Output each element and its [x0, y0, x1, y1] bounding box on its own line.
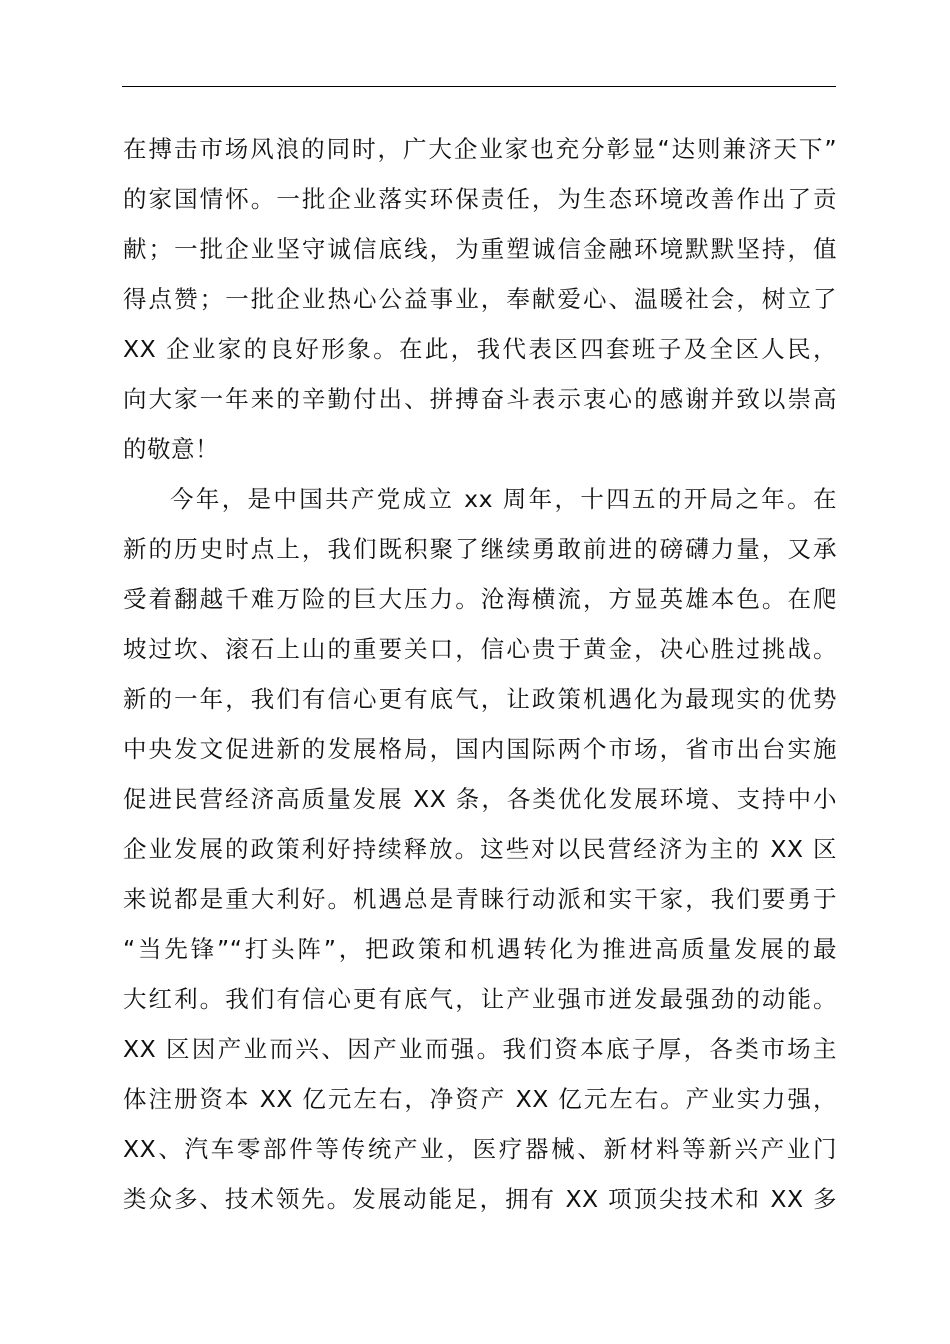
- text-line: XX 区因产业而兴、因产业而强。我们资本底子厚，各类市场主: [123, 1035, 837, 1063]
- body-text: [123, 124, 837, 1224]
- text-line: XX、汽车零部件等传统产业，医疗器械、新材料等新兴产业门: [123, 1135, 837, 1163]
- text-line: “当先锋”“打头阵”，把政策和机遇转化为推进高质量发展的最: [123, 935, 837, 963]
- text-line: 受着翻越千难万险的巨大压力。沧海横流，方显英雄本色。在爬: [123, 585, 837, 613]
- text-line: 类众多、技术领先。发展动能足，拥有 XX 项顶尖技术和 XX 多: [123, 1185, 837, 1213]
- text-line: 促进民营经济高质量发展 XX 条，各类优化发展环境、支持中小: [123, 785, 837, 813]
- text-line: 向大家一年来的辛勤付出、拼搏奋斗表示衷心的感谢并致以崇高: [123, 385, 837, 413]
- text-line: 中央发文促进新的发展格局，国内国际两个市场，省市出台实施: [123, 735, 837, 763]
- text-line: 来说都是重大利好。机遇总是青睐行动派和实干家，我们要勇于: [123, 885, 837, 913]
- text-line: 献；一批企业坚守诚信底线，为重塑诚信金融环境默默坚持，值: [123, 235, 837, 263]
- text-line: 坡过坎、滚石上山的重要关口，信心贵于黄金，决心胜过挑战。: [123, 635, 837, 663]
- header-rule: [122, 86, 836, 87]
- text-line: 体注册资本 XX 亿元左右，净资产 XX 亿元左右。产业实力强，: [123, 1085, 837, 1113]
- text-line: 的家国情怀。一批企业落实环保责任，为生态环境改善作出了贡: [123, 185, 837, 213]
- text-line: XX 企业家的良好形象。在此，我代表区四套班子及全区人民，: [123, 335, 837, 363]
- text-line: 得点赞；一批企业热心公益事业，奉献爱心、温暖社会，树立了: [123, 285, 837, 313]
- text-line: 大红利。我们有信心更有底气，让产业强市迸发最强劲的动能。: [123, 985, 837, 1013]
- text-line: 在搏击市场风浪的同时，广大企业家也充分彰显“达则兼济天下”: [123, 135, 837, 163]
- text-line: 企业发展的政策利好持续释放。这些对以民营经济为主的 XX 区: [123, 835, 837, 863]
- text-line: 的敬意！: [123, 435, 219, 463]
- paragraph-first-line: 今年，是中国共产党成立 xx 周年，十四五的开局之年。在: [170, 485, 837, 513]
- text-line: 新的一年，我们有信心更有底气，让政策机遇化为最现实的优势: [123, 685, 837, 713]
- text-line: 新的历史时点上，我们既积聚了继续勇敢前进的磅礴力量，又承: [123, 535, 837, 563]
